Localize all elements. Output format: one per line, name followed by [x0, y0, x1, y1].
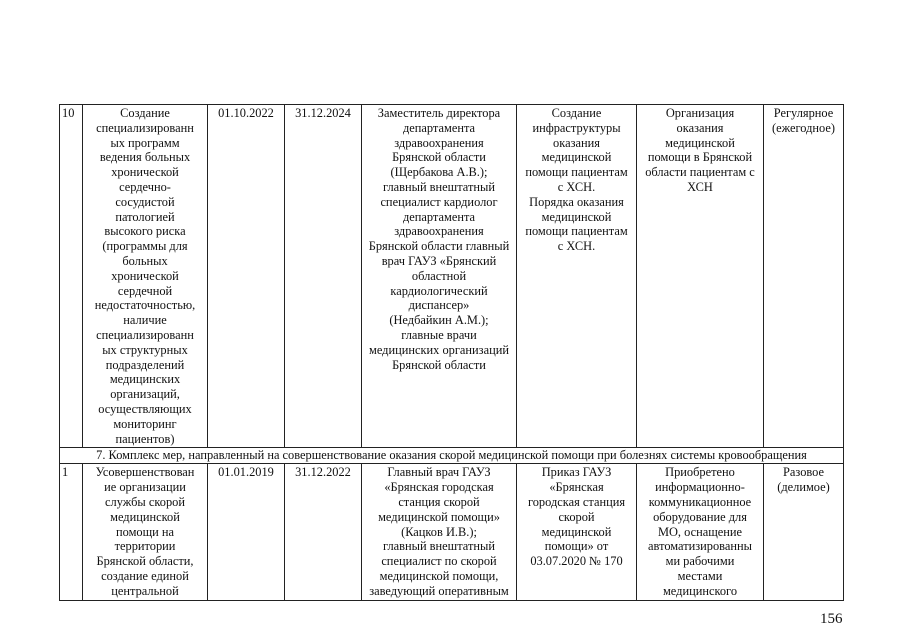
indicator: Организация оказания медицинской помощи в Брянской области пациентам с ХСН — [637, 105, 764, 448]
frequency: Разовое (делимое) — [764, 464, 844, 600]
start-date: 01.10.2022 — [208, 105, 285, 448]
section-title: 7. Комплекс мер, направленный на совершенствование оказания скорой медицинской помощи при болезнях системы кровообращения — [60, 448, 844, 464]
section-header-row — [60, 448, 844, 464]
indicator: Приобретено информационно- коммуникационное оборудование для МО, оснащение автоматизированны ми рабочими местами медицинского — [637, 464, 764, 600]
result: Приказ ГАУЗ «Брянская городская станция скорой медицинской помощи» от 03.07.2020 № 170 — [517, 464, 637, 600]
page-number: 156 — [820, 611, 843, 627]
row-number: 10 — [60, 105, 83, 448]
responsible: Главный врач ГАУЗ «Брянская городская станция скорой медицинской помощи» (Кацков И.В.); главный внештатный специалист по скорой медицинской помощи, заведующий оперативным — [362, 464, 517, 600]
result: Создание инфраструктуры оказания медицинской помощи пациентам с ХСН. Порядка оказания медицинской помощи пациентам с ХСН. — [517, 105, 637, 448]
end-date: 31.12.2022 — [285, 464, 362, 600]
table-row — [60, 105, 844, 448]
responsible: Заместитель директора департамента здравоохранения Брянской области (Щербакова А.В.); главный внештатный специалист кардиолог департамента здравоохранения Брянской области главный врач ГАУЗ «Брянский областной кардиологический диспансер» (Недбайкин А.М.); главные врачи медицинских организаций Брянской области — [362, 105, 517, 448]
event-name: Создание специализированн ых программ ведения больных хронической сердечно- сосудистой патологией высокого риска (программы для больных хронической сердечной недостаточностью, наличие специализированн ых структурных подразделений медицинских организаций, осуществляющих мониторинг пациентов) — [83, 105, 208, 448]
event-name: Усовершенствован ие организации службы скорой медицинской помощи на территории Брянской области, создание единой центральной — [83, 464, 208, 600]
end-date: 31.12.2024 — [285, 105, 362, 448]
row-number: 1 — [60, 464, 83, 600]
table-row — [60, 464, 844, 600]
measures-table — [59, 104, 844, 601]
frequency: Регулярное (ежегодное) — [764, 105, 844, 448]
start-date: 01.01.2019 — [208, 464, 285, 600]
